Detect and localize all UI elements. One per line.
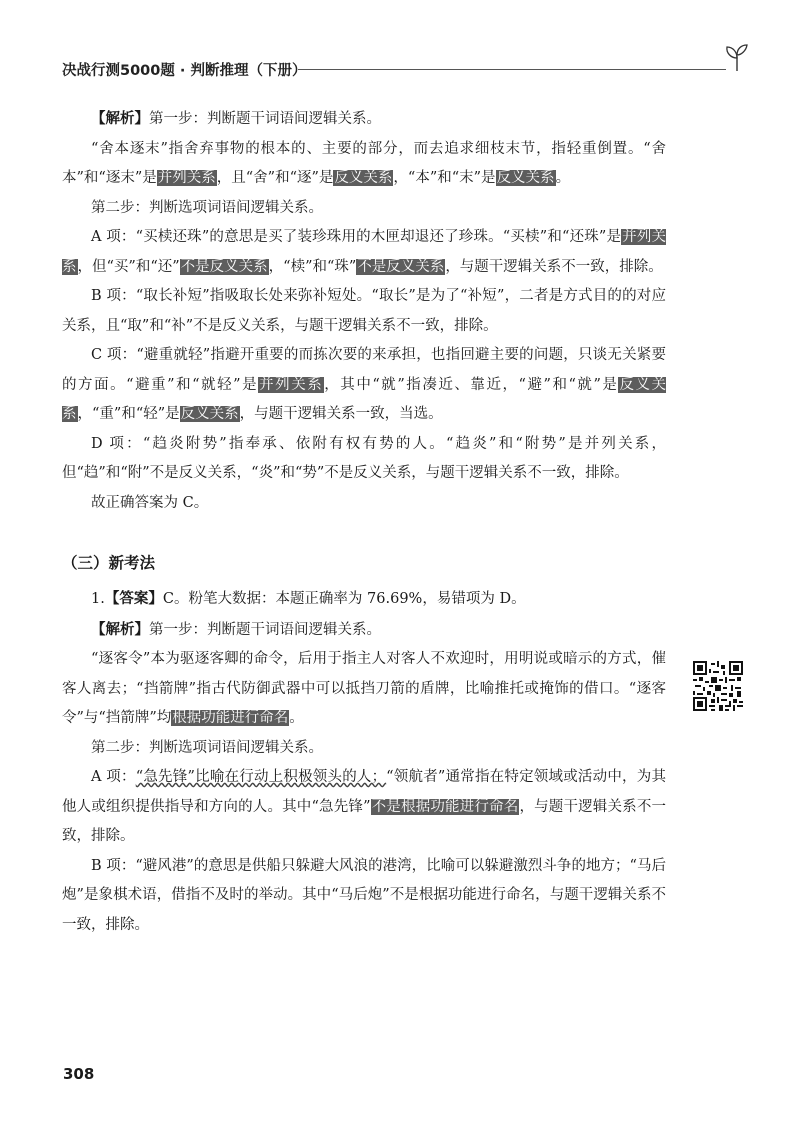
analysis-step1: 【解析】第一步：判断题干词语间逻辑关系。: [91, 620, 381, 638]
question-answer: 1.【答案】C。粉笔大数据：本题正确率为 76.69%，易错项为 D。: [91, 590, 526, 607]
answer-label: 【答案】: [104, 590, 163, 607]
analysis-label: 【解析】: [91, 620, 149, 638]
highlight: 不是反义关系: [180, 258, 268, 275]
highlight: 并列关系: [259, 376, 324, 393]
header-rule: [298, 69, 726, 70]
option-a: A 项：“买椟还珠”的意思是买了装珍珠用的木匣却退还了珍珠。“买椟”和“还珠”是并列关系，但“买”和“还”不是反义关系，“椟”和“珠”不是反义关系，与题干逻辑关系不一致，排除。: [62, 229, 666, 275]
highlight: 并列关系: [157, 170, 216, 186]
analysis-label: 【解析】: [91, 110, 149, 127]
page-header: [62, 56, 752, 90]
analysis-step1: 【解析】第一步：判断题干词语间逻辑关系。: [91, 110, 381, 127]
highlight: 根据功能进行命名: [172, 710, 289, 726]
book-title: 决战行测5000题 · 判断推理（下册）: [62, 63, 307, 79]
section-title: （三）新考法: [62, 554, 156, 572]
highlight: 反义关系: [496, 170, 555, 186]
wavy-underline: “急先锋”比喻在行动上积极领头的人；: [135, 769, 387, 785]
highlight: 反义关系: [180, 406, 239, 422]
highlight: 不是反义关系: [357, 258, 445, 275]
stem-explanation: “舍本逐末”指舍弃事物的根本的、主要的部分，而去追求细枝末节，指轻重倒置。“舍本”和“逐末”是并列关系，且“舍”和“逐”是反义关系，“本”和“末”是反义关系。: [62, 140, 666, 186]
option-c: C 项：“避重就轻”指避开重要的而拣次要的来承担，也指回避主要的问题，只谈无关紧要的方面。“避重”和“就轻”是并列关系，其中“就”指凑近、靠近，“避”和“就”是反义关系，“重”和“轻”是反义关系，与题干逻辑关系一致，当选。: [62, 347, 667, 422]
qr-code-icon[interactable]: [693, 661, 743, 711]
final-answer: 故正确答案为 C。: [91, 494, 209, 511]
option-b: B 项：“取长补短”指吸取长处来弥补短处。“取长”是为了“补短”，二者是方式目的的对应关系，且“取”和“补”不是反义关系，与题干逻辑关系不一致，排除。: [62, 288, 666, 334]
option-d: D 项：“趋炎附势”指奉承、依附有权有势的人。“趋炎”和“附势”是并列关系，但“趋”和“附”不是反义关系，“炎”和“势”不是反义关系，与题干逻辑关系不一致，排除。: [62, 435, 666, 481]
highlight: 并列关系: [62, 229, 666, 275]
page-number: 308: [63, 1065, 95, 1083]
analysis-step2: 第二步：判断选项词语间逻辑关系。: [91, 739, 323, 756]
highlight: 反义关系: [334, 170, 393, 186]
sprout-icon: [722, 42, 752, 72]
stem-explanation: “逐客令”本为驱逐客卿的命令，后用于指主人对客人不欢迎时，用明说或暗示的方式，催客人离去；“挡箭牌”指古代防御武器中可以抵挡刀箭的盾牌，比喻推托或掩饰的借口。“逐客令”与“挡箭牌”均根据功能进行命名。: [62, 651, 666, 726]
page-content: [62, 104, 666, 940]
highlight: 反义关系: [62, 376, 667, 422]
highlight: 不是根据功能进行命名: [371, 798, 519, 815]
analysis-step2: 第二步：判断选项词语间逻辑关系。: [91, 199, 323, 216]
option-a: A 项：“急先锋”比喻在行动上积极领头的人；“领航者”通常指在特定领域或活动中，为其他人或组织提供指导和方向的人。其中“急先锋”不是根据功能进行命名，与题干逻辑关系不一致，排除。: [62, 769, 667, 844]
option-b: B 项：“避风港”的意思是供船只躲避大风浪的港湾，比喻可以躲避激烈斗争的地方；“马后炮”是象棋术语，借指不及时的举动。其中“马后炮”不是根据功能进行命名，与题干逻辑关系不一致，排除。: [62, 857, 666, 933]
